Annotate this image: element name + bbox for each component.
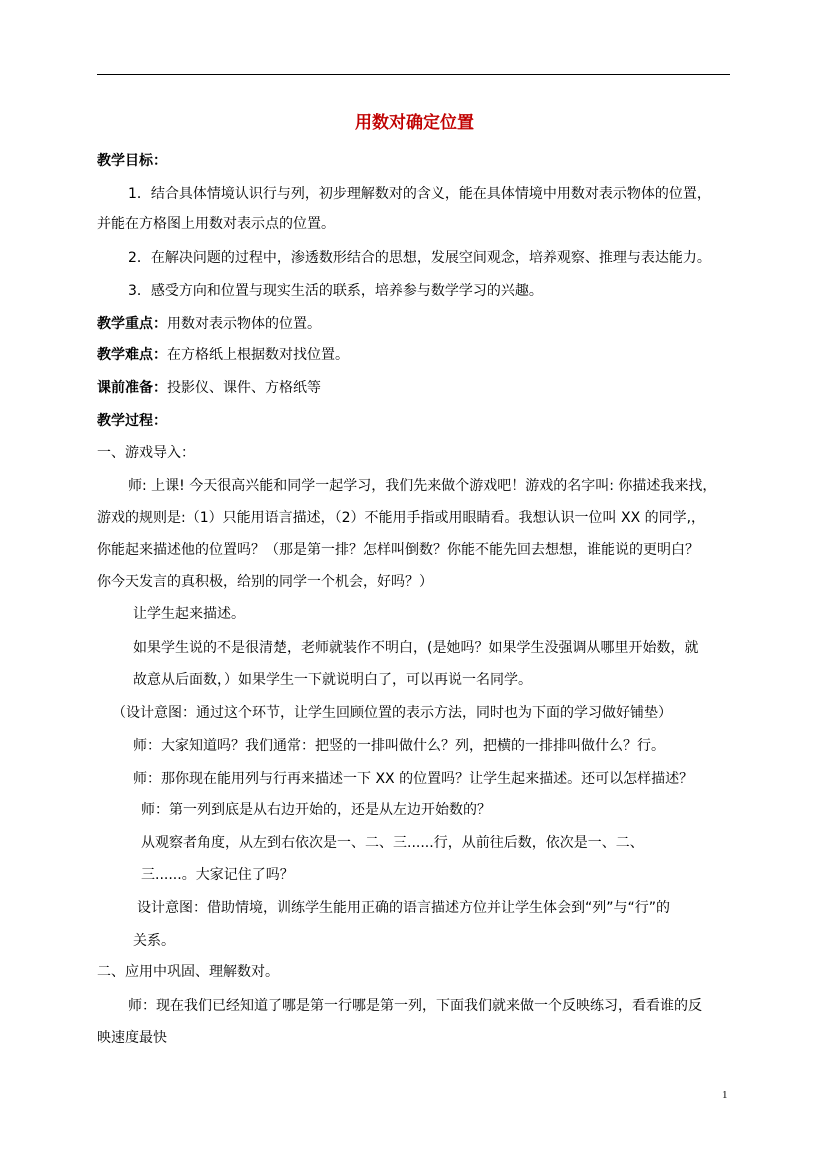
paragraph-1-line-3: 你能起来描述他的位置吗？（那是第一排？怎样叫倒数？你能不能先回去想想，谁能说的更明白？ [97, 542, 699, 558]
design-intent-2-line-2: 关系。 [133, 933, 175, 949]
paragraph-1-line-4: 你今天发言的真积极，给别的同学一个机会，好吗？） [97, 574, 433, 590]
objective-1-line-1: 1．结合具体情境认识行与列，初步理解数对的含义，能在具体情境中用数对表示物体的位置， [128, 186, 711, 202]
preparation-label: 课前准备： [97, 380, 167, 396]
section-1-heading: 一、游戏导入： [97, 445, 195, 461]
preparation-text: 投影仪、课件、方格纸等 [167, 380, 321, 396]
page-number: 1 [722, 1089, 728, 1101]
section-2-heading: 二、应用中巩固、理解数对。 [97, 964, 279, 980]
key-point-label: 教学重点： [97, 316, 167, 332]
paragraph-2: 让学生起来描述。 [133, 606, 245, 622]
paragraph-7: 师：第一列到底是从右边开始的，还是从左边开始数的？ [141, 802, 491, 818]
objective-1-line-2: 并能在方格图上用数对表示点的位置。 [97, 216, 335, 232]
header-rule [97, 74, 730, 75]
objective-3: 3．感受方向和位置与现实生活的联系，培养参与数学学习的兴趣。 [128, 283, 543, 299]
difficulty-label: 教学难点： [97, 347, 167, 363]
objectives-heading: 教学目标： [97, 153, 167, 169]
paragraph-1-line-2: 游戏的规则是:（1）只能用语言描述，（2）不能用手指或用眼睛看。我想认识一位叫 XX 的同学,， [97, 510, 706, 526]
paragraph-5: 师：大家知道吗？我们通常：把竖的一排叫做什么？列，把横的一排排叫做什么？行。 [133, 738, 665, 754]
paragraph-6: 师：那你现在能用列与行再来描述一下 XX 的位置吗？让学生起来描述。还可以怎样描述？ [133, 771, 694, 787]
paragraph-3-line-2: 故意从后面数，）如果学生一下就说明白了，可以再说一名同学。 [133, 672, 532, 688]
design-intent-2-line-1: 设计意图：借助情境，训练学生能用正确的语言描述方位并让学生体会到“列”与“行”的 [137, 900, 671, 916]
page-title: 用数对确定位置 [355, 113, 474, 133]
process-heading: 教学过程： [97, 413, 167, 429]
key-point-text: 用数对表示物体的位置。 [167, 316, 321, 332]
paragraph-10-line-1: 师：现在我们已经知道了哪是第一行哪是第一列，下面我们就来做一个反映练习，看看谁的反 [128, 998, 702, 1014]
design-intent-1: （设计意图：通过这个环节，让学生回顾位置的表示方法，同时也为下面的学习做好铺垫） [112, 705, 672, 721]
paragraph-10-line-2: 映速度最快 [97, 1030, 167, 1046]
objective-2: 2．在解决问题的过程中，渗透数形结合的思想，发展空间观念，培养观察、推理与表达能力。 [128, 250, 711, 266]
difficulty [97, 345, 349, 365]
paragraph-8-line-1: 从观察者角度，从左到右依次是一、二、三......行，从前往后数，依次是一、二、 [141, 835, 644, 851]
key-point [97, 314, 321, 334]
paragraph-3-line-1: 如果学生说的不是很清楚，老师就装作不明白，(是她吗？如果学生没强调从哪里开始数，就 [133, 640, 699, 656]
paragraph-8-line-2: 三......。大家记住了吗？ [141, 867, 294, 883]
paragraph-1-line-1: 师: 上课! 今天很高兴能和同学一起学习，我们先来做个游戏吧！游戏的名字叫: 你描述我来找， [128, 478, 717, 494]
preparation [97, 378, 321, 398]
difficulty-text: 在方格纸上根据数对找位置。 [167, 347, 349, 363]
